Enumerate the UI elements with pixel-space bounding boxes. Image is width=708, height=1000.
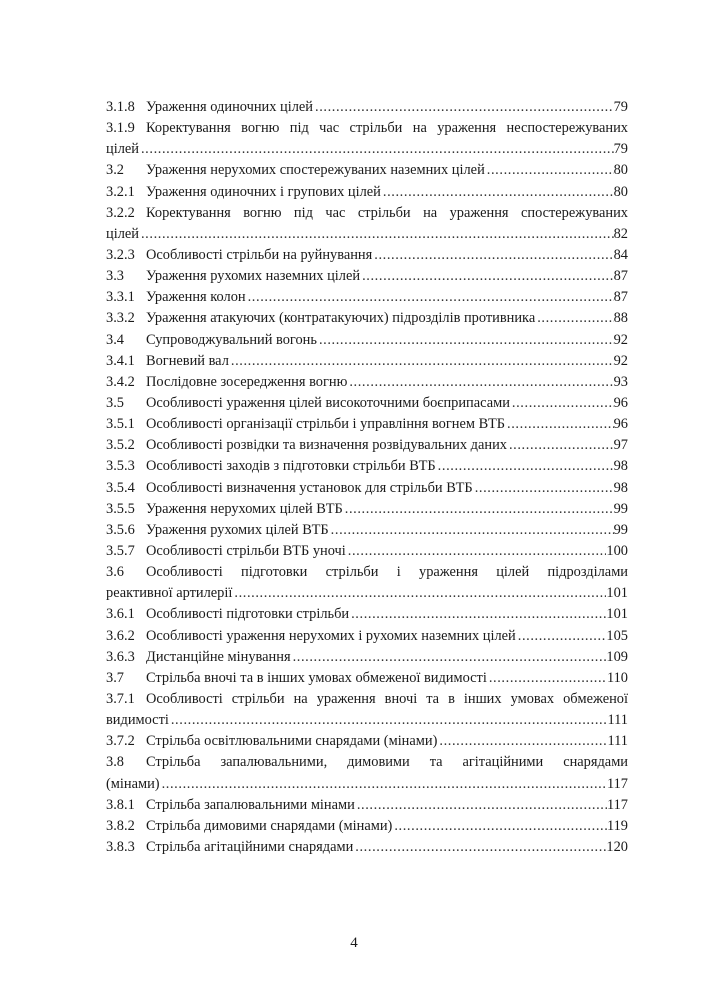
toc-entry-page: 99 — [613, 500, 628, 517]
toc-leader-dots — [487, 668, 607, 689]
toc-entry — [106, 668, 628, 689]
toc-entry-title: Особливості розвідки та визначення розвідувальних даних — [146, 437, 507, 454]
toc-entry — [106, 562, 628, 583]
toc-entry-continuation — [106, 139, 628, 160]
toc-leader-dots — [436, 456, 614, 477]
toc-entry-number: 3.2 — [106, 162, 124, 179]
toc-entry — [106, 160, 628, 181]
toc-entry-title-wrap — [146, 266, 628, 287]
toc-entry-number: 3.8 — [106, 754, 124, 771]
toc-entry-title: Особливості заходів з підготовки стрільби ВТБ — [146, 458, 436, 475]
toc-leader-dots — [169, 710, 608, 731]
toc-entry-number: 3.5.3 — [106, 458, 135, 475]
toc-leader-dots — [139, 139, 614, 160]
toc-entry-title-wrap — [146, 351, 628, 372]
toc-entry-title-wrap — [146, 393, 628, 414]
toc-entry-title-wrap — [146, 308, 628, 329]
toc-entry-page: 111 — [607, 712, 628, 729]
toc-entry-number: 3.5.1 — [106, 416, 135, 433]
toc-entry-title-wrap — [146, 668, 628, 689]
toc-entry-number: 3.6.1 — [106, 606, 135, 623]
toc-entry-page: 111 — [607, 733, 628, 750]
toc-entry-continuation — [106, 583, 628, 604]
toc-entry — [106, 372, 628, 393]
toc-entry-page: 119 — [606, 817, 628, 834]
toc-entry-title-line2: цілей — [106, 225, 139, 242]
toc-leader-dots — [317, 330, 614, 351]
toc-leader-dots — [505, 414, 614, 435]
toc-entry — [106, 308, 628, 329]
toc-leader-dots — [473, 478, 614, 499]
toc-entry — [106, 541, 628, 562]
toc-leader-dots — [360, 266, 614, 287]
toc-entry-page: 97 — [613, 437, 628, 454]
toc-entry-number: 3.3.2 — [106, 310, 135, 327]
toc-entry-title-line1: Коректування вогню під час стрільби на ураження спостережуваних — [146, 204, 628, 221]
toc-entry-number: 3.1.8 — [106, 99, 135, 115]
toc-entry-page: 99 — [613, 521, 628, 538]
toc-leader-dots — [160, 774, 607, 795]
toc-leader-dots — [313, 97, 614, 118]
toc-entry-title-line1: Особливості стрільби на ураження вночі та в інших умовах обмеженої — [146, 690, 628, 707]
toc-entry — [106, 287, 628, 308]
toc-leader-dots — [507, 435, 614, 456]
toc-entry — [106, 266, 628, 287]
toc-entry-number: 3.6 — [106, 564, 124, 581]
toc-leader-dots — [510, 393, 614, 414]
toc-entry-title: Ураження нерухомих спостережуваних наземних цілей — [146, 162, 485, 179]
toc-entry-title-wrap — [146, 182, 628, 203]
toc-entry-number: 3.5 — [106, 394, 124, 411]
toc-entry-title-wrap — [146, 816, 628, 837]
toc-entry-title: Особливості ураження цілей високоточними боєприпасами — [146, 394, 510, 411]
toc-entry-number: 3.8.2 — [106, 817, 135, 834]
toc-entry-continuation — [106, 774, 628, 795]
toc-entry-title-line1: Стрільба запалювальними, димовими та агітаційними снарядами — [146, 754, 628, 771]
toc-entry-title: Ураження рухомих наземних цілей — [146, 268, 361, 285]
toc-entry-page: 87 — [613, 289, 628, 306]
toc-entry-number: 3.5.2 — [106, 437, 135, 454]
toc-entry-page: 93 — [613, 373, 628, 390]
toc-entry-page: 96 — [613, 416, 628, 433]
toc-entry-page: 80 — [613, 162, 628, 179]
toc-leader-dots — [343, 499, 614, 520]
toc-entry-page: 87 — [613, 268, 628, 285]
toc-entry-title: Особливості стрільби ВТБ уночі — [146, 542, 346, 559]
toc-entry-number: 3.7.1 — [106, 690, 135, 707]
toc-entry — [106, 414, 628, 435]
toc-entry-title: Особливості визначення установок для стрільби ВТБ — [146, 479, 473, 496]
toc-entry-title-line2: цілей — [106, 141, 139, 158]
toc-entry-number: 3.7.2 — [106, 733, 135, 750]
toc-entry-title-wrap — [146, 287, 628, 308]
toc-entry-number: 3.6.3 — [106, 648, 135, 665]
toc-entry-page: 79 — [613, 141, 628, 158]
toc-leader-dots — [392, 816, 607, 837]
toc-entry-page: 117 — [606, 775, 628, 792]
toc-entry-number: 3.5.7 — [106, 542, 135, 559]
toc-entry-title-wrap — [146, 245, 628, 266]
toc-entry-title-wrap — [146, 456, 628, 477]
toc-entry-number: 3.1.9 — [106, 120, 135, 137]
toc-entry-title: Стрільба вночі та в інших умовах обмеженої видимості — [146, 669, 487, 686]
toc-entry-title: Особливості підготовки стрільби — [146, 606, 350, 623]
toc-entry — [106, 520, 628, 541]
page-number: 4 — [350, 935, 358, 951]
toc-entry-title: Ураження атакуючих (контратакуючих) підрозділів противника — [146, 310, 536, 327]
toc-entry-page: 117 — [606, 796, 628, 813]
toc-entry-title: Особливості організації стрільби і управління вогнем ВТБ — [146, 416, 506, 433]
toc-entry — [106, 351, 628, 372]
toc-entry-page: 105 — [606, 627, 628, 644]
toc-entry-number: 3.2.3 — [106, 246, 135, 263]
toc-leader-dots — [346, 541, 607, 562]
toc-entry-title-wrap — [146, 837, 628, 858]
toc-entry-page: 84 — [613, 246, 628, 263]
toc-entry — [106, 393, 628, 414]
toc-entry-number: 3.3 — [106, 268, 124, 285]
toc-entry-number: 3.8.1 — [106, 796, 135, 813]
toc-entry-title: Стрільба освітлювальними снарядами (мінами) — [146, 733, 438, 750]
toc-entry-title: Ураження колон — [146, 289, 246, 306]
toc-leader-dots — [229, 351, 614, 372]
toc-entry-number: 3.5.4 — [106, 479, 135, 496]
toc-entry — [106, 182, 628, 203]
toc-entry-title: Ураження одиночних цілей — [146, 99, 313, 115]
toc-leader-dots — [246, 287, 614, 308]
toc-entry — [106, 499, 628, 520]
toc-entry — [106, 752, 628, 773]
toc-leader-dots — [353, 837, 606, 858]
toc-entry-page: 100 — [606, 542, 628, 559]
toc-entry — [106, 203, 628, 224]
toc-entry-title-wrap — [146, 499, 628, 520]
toc-entry — [106, 478, 628, 499]
toc-leader-dots — [437, 731, 607, 752]
toc-leader-dots — [349, 604, 606, 625]
toc-entry-page: 120 — [606, 838, 628, 855]
toc-leader-dots — [535, 308, 613, 329]
toc-entry-page: 79 — [613, 99, 628, 115]
toc-entry — [106, 330, 628, 351]
toc-entry-title: Стрільба димовими снарядами (мінами) — [146, 817, 393, 834]
toc-entry-number: 3.4.2 — [106, 373, 135, 390]
toc-entry — [106, 456, 628, 477]
toc-entry-title: Супроводжувальний вогонь — [146, 331, 317, 348]
toc-entry-number: 3.2.1 — [106, 183, 135, 200]
toc-leader-dots — [355, 795, 607, 816]
toc-entry-title: Дистанційне мінування — [146, 648, 291, 665]
toc-entry-title-wrap — [146, 541, 628, 562]
toc-leader-dots — [372, 245, 613, 266]
toc-entry-number: 3.2.2 — [106, 204, 135, 221]
toc-entry-title-wrap — [146, 795, 628, 816]
toc-entry-title-line2: (мінами) — [106, 775, 160, 792]
toc-entry-number: 3.8.3 — [106, 838, 135, 855]
toc-entry-page: 96 — [613, 394, 628, 411]
toc-entry — [106, 689, 628, 710]
toc-entry-number: 3.3.1 — [106, 289, 135, 306]
toc-entry — [106, 816, 628, 837]
toc-entry-page: 82 — [613, 225, 628, 242]
toc-entry-title: Ураження рухомих цілей ВТБ — [146, 521, 329, 538]
toc-leader-dots — [485, 160, 614, 181]
toc-entry-continuation — [106, 224, 628, 245]
toc-entry-number: 3.4 — [106, 331, 124, 348]
toc-entry-title: Вогневий вал — [146, 352, 229, 369]
toc-entry — [106, 97, 628, 118]
toc-entry-title-line1: Особливості підготовки стрільби і ураження цілей підрозділами — [146, 564, 628, 581]
toc-leader-dots — [381, 182, 614, 203]
toc-entry-title: Ураження одиночних і групових цілей — [146, 183, 381, 200]
toc-entry-title: Особливості стрільби на руйнування — [146, 246, 373, 263]
toc-entry-number: 3.6.2 — [106, 627, 135, 644]
toc-entry — [106, 731, 628, 752]
toc-entry-number: 3.4.1 — [106, 352, 135, 369]
toc-entry — [106, 837, 628, 858]
toc-entry-title: Особливості ураження нерухомих і рухомих наземних цілей — [146, 627, 516, 644]
toc-entry — [106, 118, 628, 139]
toc-entry-title-wrap — [146, 520, 628, 541]
toc-leader-dots — [516, 626, 607, 647]
toc-entry-title-line2: видимості — [106, 712, 169, 729]
table-of-contents — [106, 97, 628, 858]
toc-entry-title: Ураження нерухомих цілей ВТБ — [146, 500, 343, 517]
toc-entry-page: 92 — [613, 352, 628, 369]
toc-entry-title-wrap — [146, 97, 628, 118]
toc-entry-title-line1: Коректування вогню під час стрільби на ураження неспостережуваних — [146, 120, 628, 137]
toc-entry-page: 98 — [613, 479, 628, 496]
toc-entry-title-wrap — [146, 478, 628, 499]
toc-leader-dots — [329, 520, 614, 541]
toc-entry-title-wrap — [146, 731, 628, 752]
toc-entry — [106, 626, 628, 647]
toc-entry-title: Послідовне зосередження вогню — [146, 373, 348, 390]
toc-entry-page: 80 — [613, 183, 628, 200]
toc-entry-title-line2: реактивної артилерії — [106, 585, 233, 602]
toc-leader-dots — [347, 372, 613, 393]
toc-leader-dots — [139, 224, 614, 245]
toc-entry-title: Стрільба агітаційними снарядами — [146, 838, 354, 855]
toc-entry — [106, 647, 628, 668]
toc-entry-title-wrap — [146, 330, 628, 351]
toc-leader-dots — [291, 647, 607, 668]
toc-entry-title-wrap — [146, 604, 628, 625]
toc-entry — [106, 795, 628, 816]
toc-entry-page: 109 — [606, 648, 628, 665]
toc-entry-title-wrap — [146, 626, 628, 647]
toc-entry-title-wrap — [146, 372, 628, 393]
toc-entry-title-wrap — [146, 414, 628, 435]
toc-entry-page: 110 — [606, 669, 628, 686]
toc-leader-dots — [232, 583, 606, 604]
toc-entry-number: 3.5.5 — [106, 500, 135, 517]
toc-entry-continuation — [106, 710, 628, 731]
toc-entry-page: 88 — [613, 310, 628, 327]
toc-entry — [106, 604, 628, 625]
toc-entry-title-wrap — [146, 647, 628, 668]
toc-entry-page: 101 — [606, 585, 628, 602]
toc-entry-page: 92 — [613, 331, 628, 348]
toc-entry-number: 3.5.6 — [106, 521, 135, 538]
toc-entry-title-wrap — [146, 435, 628, 456]
toc-entry-title-wrap — [146, 160, 628, 181]
toc-entry — [106, 245, 628, 266]
toc-entry-title: Стрільба запалювальними мінами — [146, 796, 355, 813]
toc-entry-number: 3.7 — [106, 669, 124, 686]
toc-entry — [106, 435, 628, 456]
toc-entry-page: 101 — [606, 606, 628, 623]
toc-entry-page: 98 — [613, 458, 628, 475]
